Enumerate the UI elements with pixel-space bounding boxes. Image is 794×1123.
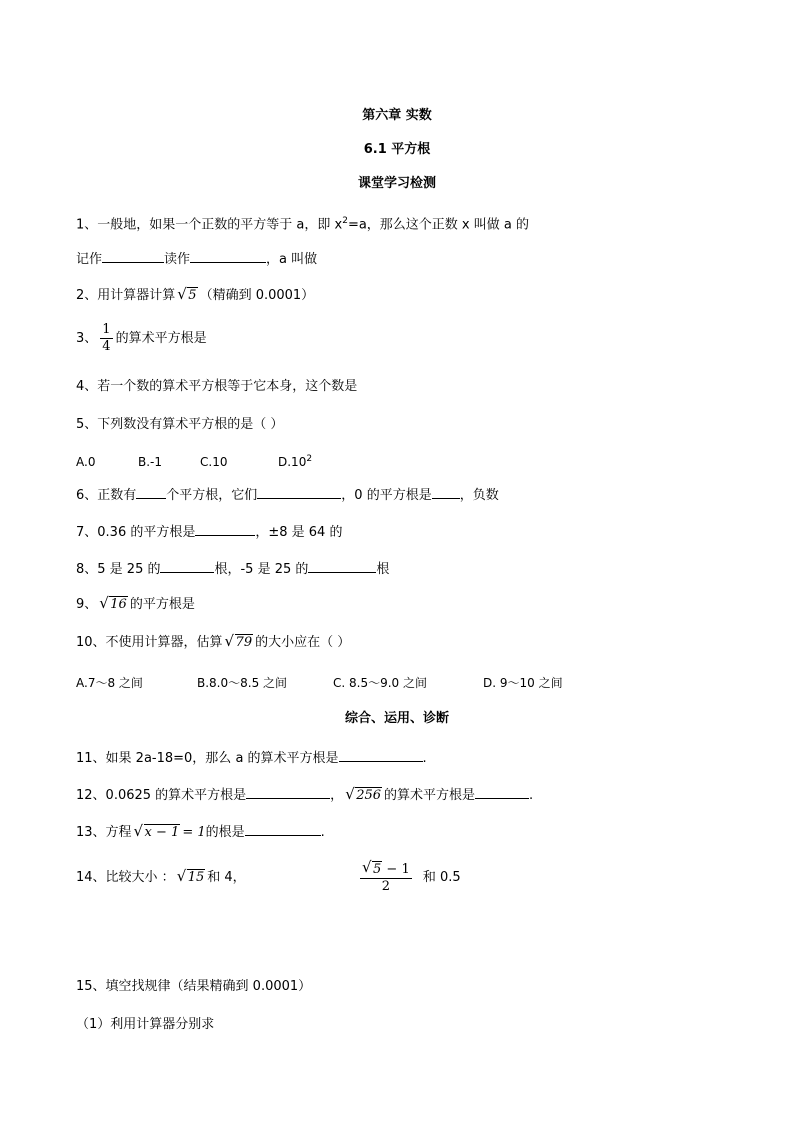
question-10-options: A.7～8 之间 B.8.0～8.5 之间 C. 8.5～9.0 之间 D. 9～10 之间 — [76, 676, 563, 690]
section-title: 6.1 平方根 — [363, 142, 431, 157]
question-7: 7、0.36 的平方根是 ，±8 是 64 的 — [76, 522, 342, 542]
question-15-part-1: （1）利用计算器分别求 — [76, 1017, 215, 1032]
question-14-left: 14、比较大小 ：√ 15 和 4， — [76, 869, 246, 887]
question-8: 8、5 是 25 的 根，-5 是 25 的 根 — [76, 559, 389, 579]
sqrt-x-minus-1: √ x − 1 — [134, 824, 181, 842]
question-13: 13、方程√ x − 1 = 1的根是 . — [76, 822, 325, 842]
question-6: 6、正数有 个平方根，它们 ，0 的平方根是 ，负数 — [76, 485, 499, 505]
fraction-one-quarter: $\frac{1}{4}$ — [102, 322, 111, 354]
sqrt-16: √ 16 — [99, 596, 128, 614]
question-15: 15、填空找规律（结果精确到 0.0001） — [76, 979, 312, 994]
question-5-options: A.0 B.-1 C.10 $D.10^2$ — [76, 454, 313, 469]
fraction-sqrt5-minus-1-over-2: √ $\frac{5 - 1}{2}$ — [360, 861, 412, 895]
question-10: 10、不使用计算器，估算√ 79 的大小应在（ ） — [76, 634, 350, 652]
sqrt-5: √ 5 — [177, 287, 197, 305]
question-2: 2、用计算器计算√ 5 （精确到 0.0001） — [76, 287, 314, 305]
question-1-line-1: 1、一般地，如果一个正数的平方等于 a，即 $x^2=a$，那么这个正数 x 叫做 a 的 — [76, 216, 529, 233]
question-14-right: √ $\frac{5 - 1}{2}$ 和 0.5 — [357, 858, 461, 898]
part-title-1: 课堂学习检测 — [357, 176, 436, 191]
chapter-title: 第六章 实数 — [362, 108, 432, 123]
question-9: 9、√ 16 的平方根是 — [76, 596, 195, 614]
sqrt-79: √ 79 — [225, 634, 254, 652]
sqrt-15: √ 15 — [177, 869, 206, 887]
sqrt-256: √ 256 — [345, 787, 382, 805]
question-3: 3、 $\frac{1}{4}$ 的算术平方根是 — [76, 322, 207, 354]
question-11: 11、如果 2a-18=0，那么 a 的算术平方根是 . — [76, 748, 427, 768]
question-4: 4、若一个数的算术平方根等于它本身，这个数是 — [76, 379, 358, 394]
part-title-2: 综合、运用、诊断 — [344, 711, 449, 726]
question-1-line-2: 记作 读作 ，a 叫做 — [76, 249, 317, 269]
question-5: 5、下列数没有算术平方根的是（ ） — [76, 417, 284, 432]
question-12: 12、0.0625 的算术平方根是 ，√ 256 的算术平方根是 . — [76, 785, 533, 805]
